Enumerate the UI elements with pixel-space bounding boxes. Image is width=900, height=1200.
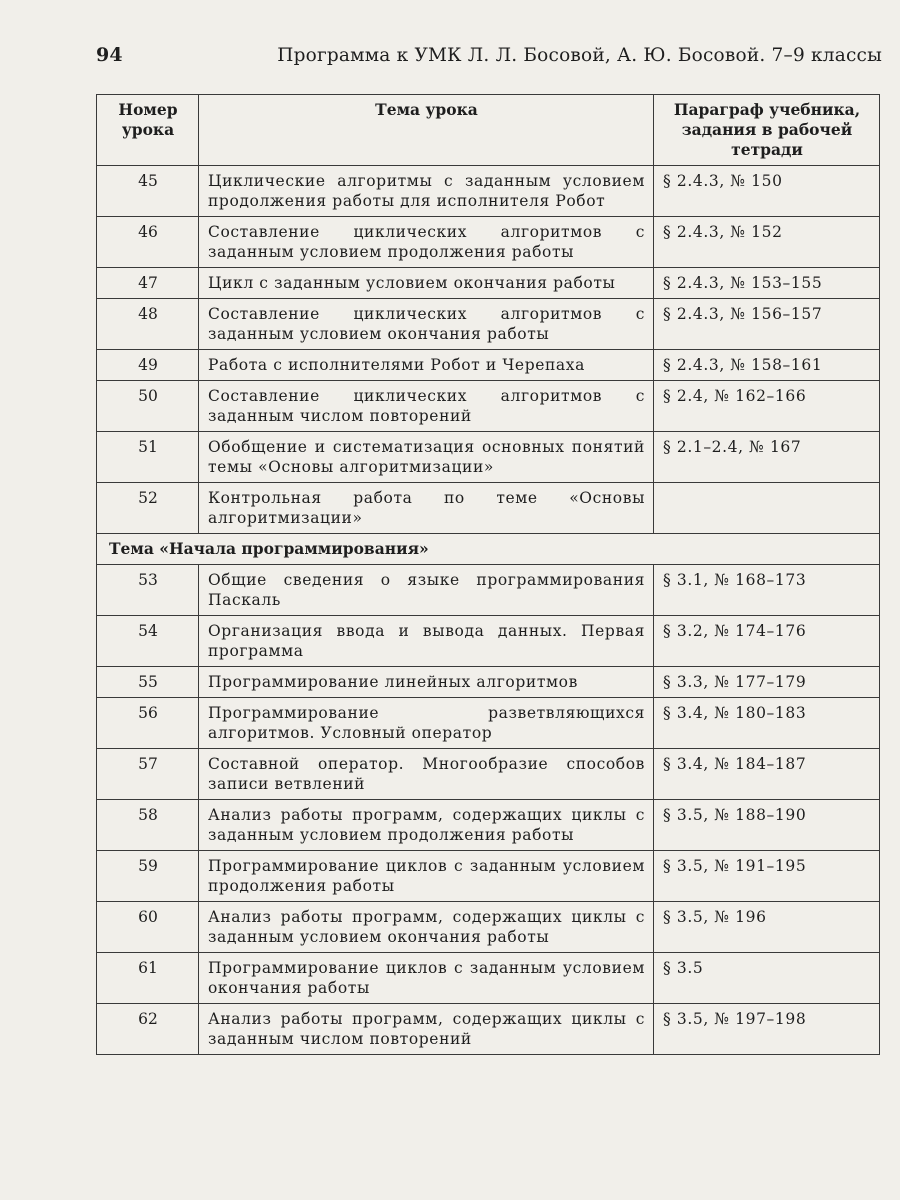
lesson-number: 51 xyxy=(97,432,199,483)
table-row xyxy=(97,749,880,800)
running-title: Программа к УМК Л. Л. Босовой, А. Ю. Босовой. 7–9 классы xyxy=(277,45,882,66)
page-number: 94 xyxy=(96,44,123,66)
lesson-ref: § 2.1–2.4, № 167 xyxy=(654,432,880,483)
lesson-topic: Контрольная работа по теме «Основы алгоритмизации» xyxy=(199,483,654,534)
lesson-ref: § 3.5, № 188–190 xyxy=(654,800,880,851)
lesson-ref: § 3.3, № 177–179 xyxy=(654,667,880,698)
header-lesson-topic: Тема урока xyxy=(199,95,654,166)
lesson-number: 47 xyxy=(97,268,199,299)
lesson-number: 62 xyxy=(97,1004,199,1055)
table-row xyxy=(97,268,880,299)
table-row xyxy=(97,698,880,749)
lesson-number: 56 xyxy=(97,698,199,749)
lesson-topic: Цикл с заданным условием окончания работы xyxy=(199,268,654,299)
table-row xyxy=(97,1004,880,1055)
lesson-number: 50 xyxy=(97,381,199,432)
table-row xyxy=(97,299,880,350)
section-title: Тема «Начала программирования» xyxy=(97,534,880,565)
table-row xyxy=(97,350,880,381)
lesson-number: 49 xyxy=(97,350,199,381)
lesson-ref: § 3.5, № 197–198 xyxy=(654,1004,880,1055)
table-row xyxy=(97,800,880,851)
lesson-ref: § 3.5, № 196 xyxy=(654,902,880,953)
lesson-number: 61 xyxy=(97,953,199,1004)
lesson-topic: Составление циклических алгоритмов с заданным условием окончания работы xyxy=(199,299,654,350)
lesson-number: 57 xyxy=(97,749,199,800)
lesson-topic: Обобщение и систематизация основных понятий темы «Основы алгоритмизации» xyxy=(199,432,654,483)
section-row xyxy=(97,534,880,565)
lesson-topic: Анализ работы программ, содержащих циклы с заданным условием продолжения работы xyxy=(199,800,654,851)
lesson-number: 53 xyxy=(97,565,199,616)
lesson-number: 58 xyxy=(97,800,199,851)
lesson-ref: § 3.4, № 180–183 xyxy=(654,698,880,749)
lesson-topic: Программирование линейных алгоритмов xyxy=(199,667,654,698)
table-row xyxy=(97,432,880,483)
table-row xyxy=(97,616,880,667)
lesson-ref: § 2.4, № 162–166 xyxy=(654,381,880,432)
table-row xyxy=(97,851,880,902)
table-row xyxy=(97,565,880,616)
table-row xyxy=(97,217,880,268)
lesson-ref: § 2.4.3, № 158–161 xyxy=(654,350,880,381)
lesson-ref: § 3.5, № 191–195 xyxy=(654,851,880,902)
lesson-topic: Общие сведения о языке программирования Паскаль xyxy=(199,565,654,616)
header-lesson-number: Номер урока xyxy=(97,95,199,166)
table-row xyxy=(97,483,880,534)
lesson-ref: § 2.4.3, № 150 xyxy=(654,166,880,217)
table-row xyxy=(97,381,880,432)
lesson-topic: Анализ работы программ, содержащих циклы с заданным условием окончания работы xyxy=(199,902,654,953)
lesson-number: 54 xyxy=(97,616,199,667)
lesson-topic: Составление циклических алгоритмов с заданным условием продолжения работы xyxy=(199,217,654,268)
lesson-ref: § 3.2, № 174–176 xyxy=(654,616,880,667)
table-row xyxy=(97,166,880,217)
table-row xyxy=(97,953,880,1004)
lesson-number: 59 xyxy=(97,851,199,902)
lesson-ref: § 3.5 xyxy=(654,953,880,1004)
lesson-number: 55 xyxy=(97,667,199,698)
lesson-topic: Составной оператор. Многообразие способов записи ветвлений xyxy=(199,749,654,800)
lesson-topic: Программирование циклов с заданным условием окончания работы xyxy=(199,953,654,1004)
table-row xyxy=(97,902,880,953)
lesson-topic: Работа с исполнителями Робот и Черепаха xyxy=(199,350,654,381)
lesson-topic: Программирование разветвляющихся алгоритмов. Условный оператор xyxy=(199,698,654,749)
header-textbook-ref: Параграф учебника, задания в рабочей тетради xyxy=(654,95,880,166)
lesson-number: 48 xyxy=(97,299,199,350)
lesson-topic: Циклические алгоритмы с заданным условием продолжения работы для исполнителя Робот xyxy=(199,166,654,217)
lesson-ref: § 3.4, № 184–187 xyxy=(654,749,880,800)
lesson-topic: Составление циклических алгоритмов с заданным числом повторений xyxy=(199,381,654,432)
table-header-row xyxy=(97,95,880,166)
lesson-topic: Организация ввода и вывода данных. Первая программа xyxy=(199,616,654,667)
lesson-number: 60 xyxy=(97,902,199,953)
page-header xyxy=(96,44,882,66)
lesson-plan-table xyxy=(96,94,880,1055)
table-body xyxy=(97,166,880,1055)
lesson-ref: § 2.4.3, № 156–157 xyxy=(654,299,880,350)
lesson-topic: Программирование циклов с заданным условием продолжения работы xyxy=(199,851,654,902)
lesson-number: 46 xyxy=(97,217,199,268)
table-row xyxy=(97,667,880,698)
lesson-ref xyxy=(654,483,880,534)
lesson-number: 52 xyxy=(97,483,199,534)
lesson-ref: § 2.4.3, № 153–155 xyxy=(654,268,880,299)
lesson-ref: § 2.4.3, № 152 xyxy=(654,217,880,268)
lesson-number: 45 xyxy=(97,166,199,217)
lesson-topic: Анализ работы программ, содержащих циклы с заданным числом повторений xyxy=(199,1004,654,1055)
lesson-ref: § 3.1, № 168–173 xyxy=(654,565,880,616)
